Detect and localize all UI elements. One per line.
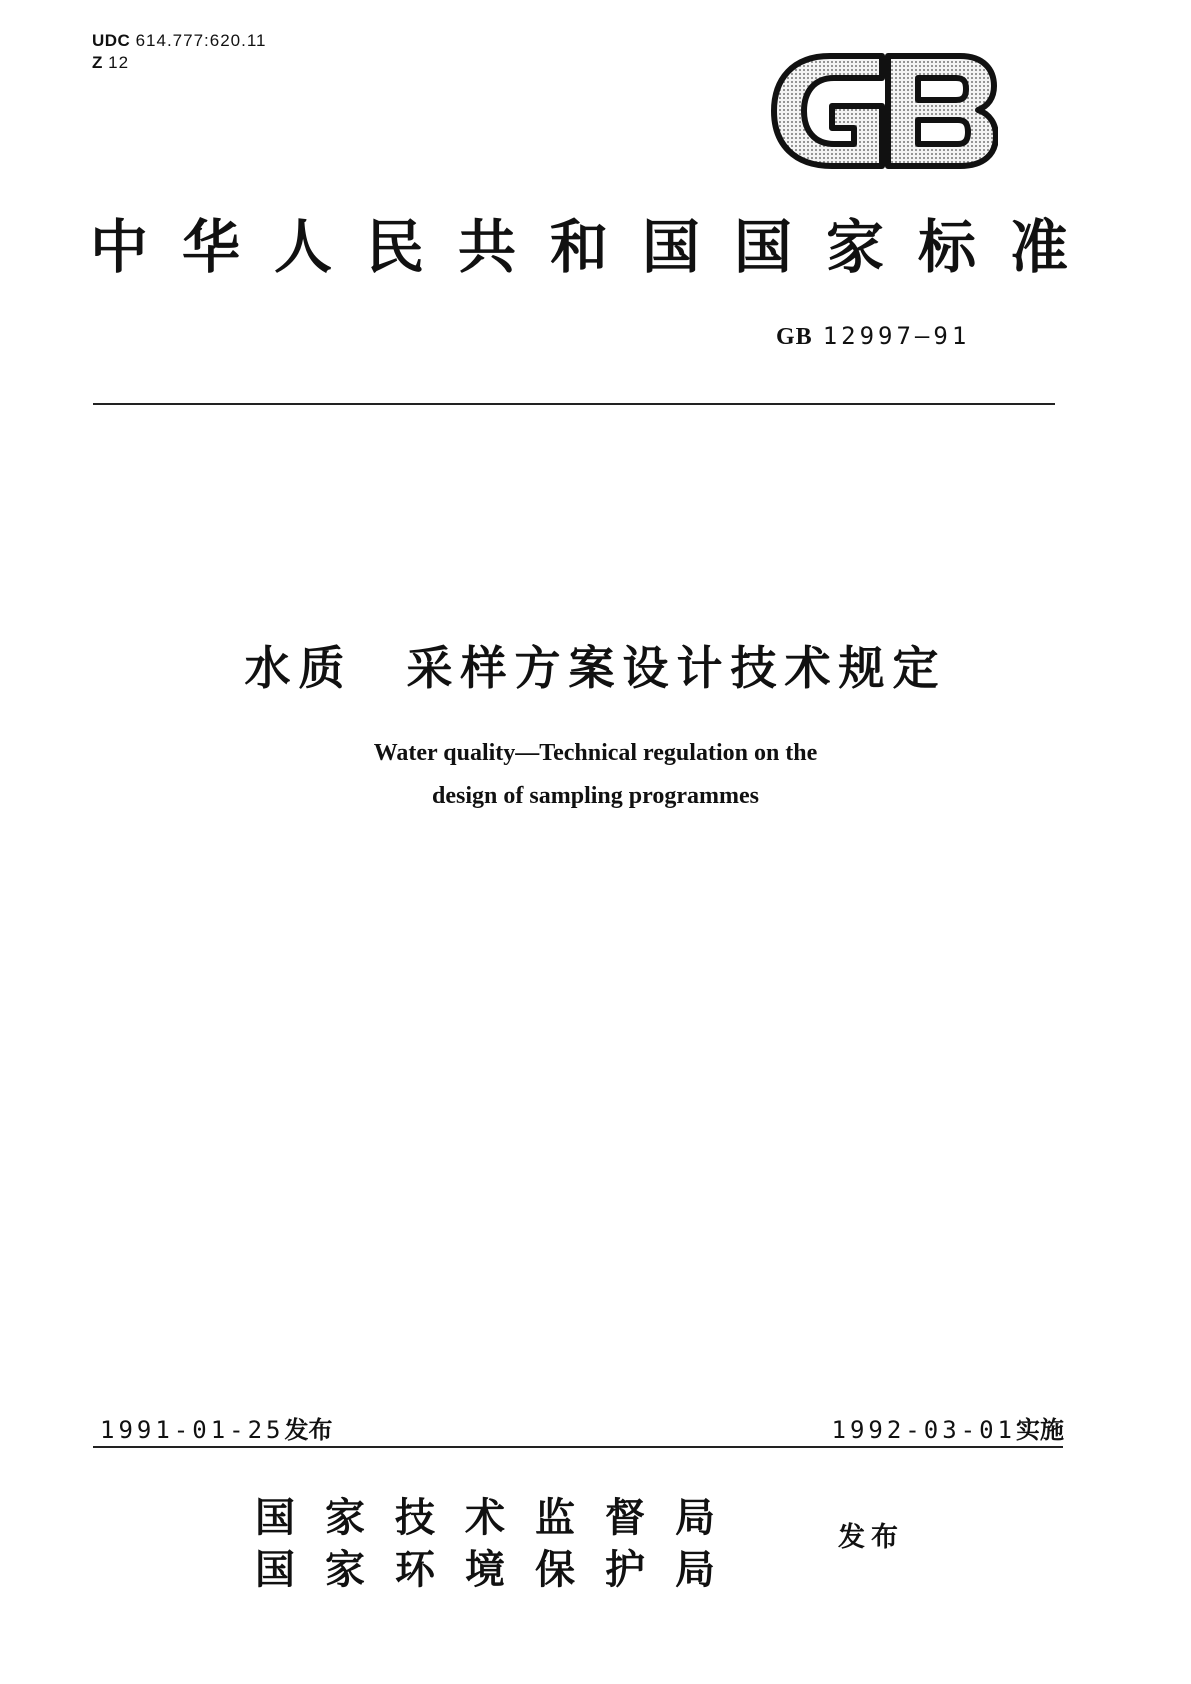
standard-number [776, 322, 970, 351]
issuer-2: 国家环境保护局 [255, 1546, 745, 1593]
title-english-line2: design of sampling programmes [432, 783, 759, 809]
udc-block [92, 30, 267, 74]
udc-value: 614.777:620.11 [135, 31, 267, 50]
title-english-line1: Water quality—Technical regulation on the [373, 740, 818, 766]
issue-date: 1991-01-25 [100, 1416, 285, 1444]
bottom-rule [93, 1446, 1063, 1448]
implement-date-block [832, 1410, 1065, 1445]
gb-logo [770, 48, 998, 174]
national-standard-title: 中华人民共和国国家标准 [90, 213, 1103, 281]
publish-label: 发布 [838, 1522, 904, 1553]
implement-label: 实施 [1016, 1416, 1064, 1444]
class-code-label: Z [92, 53, 103, 72]
udc-label: UDC [92, 31, 131, 50]
issue-label: 发布 [284, 1416, 333, 1444]
standard-prefix: GB [776, 324, 813, 350]
issuer-1: 国家技术监督局 [255, 1494, 745, 1541]
top-rule [93, 403, 1055, 405]
title-chinese: 水质 采样方案设计技术规定 [244, 641, 947, 695]
title-english [0, 732, 1191, 818]
class-code-value: 12 [108, 53, 130, 72]
issuers-block [255, 1492, 745, 1596]
issue-date-block [100, 1410, 333, 1445]
implement-date: 1992-03-01 [831, 1416, 1016, 1444]
standard-value: 12997—91 [822, 322, 971, 350]
